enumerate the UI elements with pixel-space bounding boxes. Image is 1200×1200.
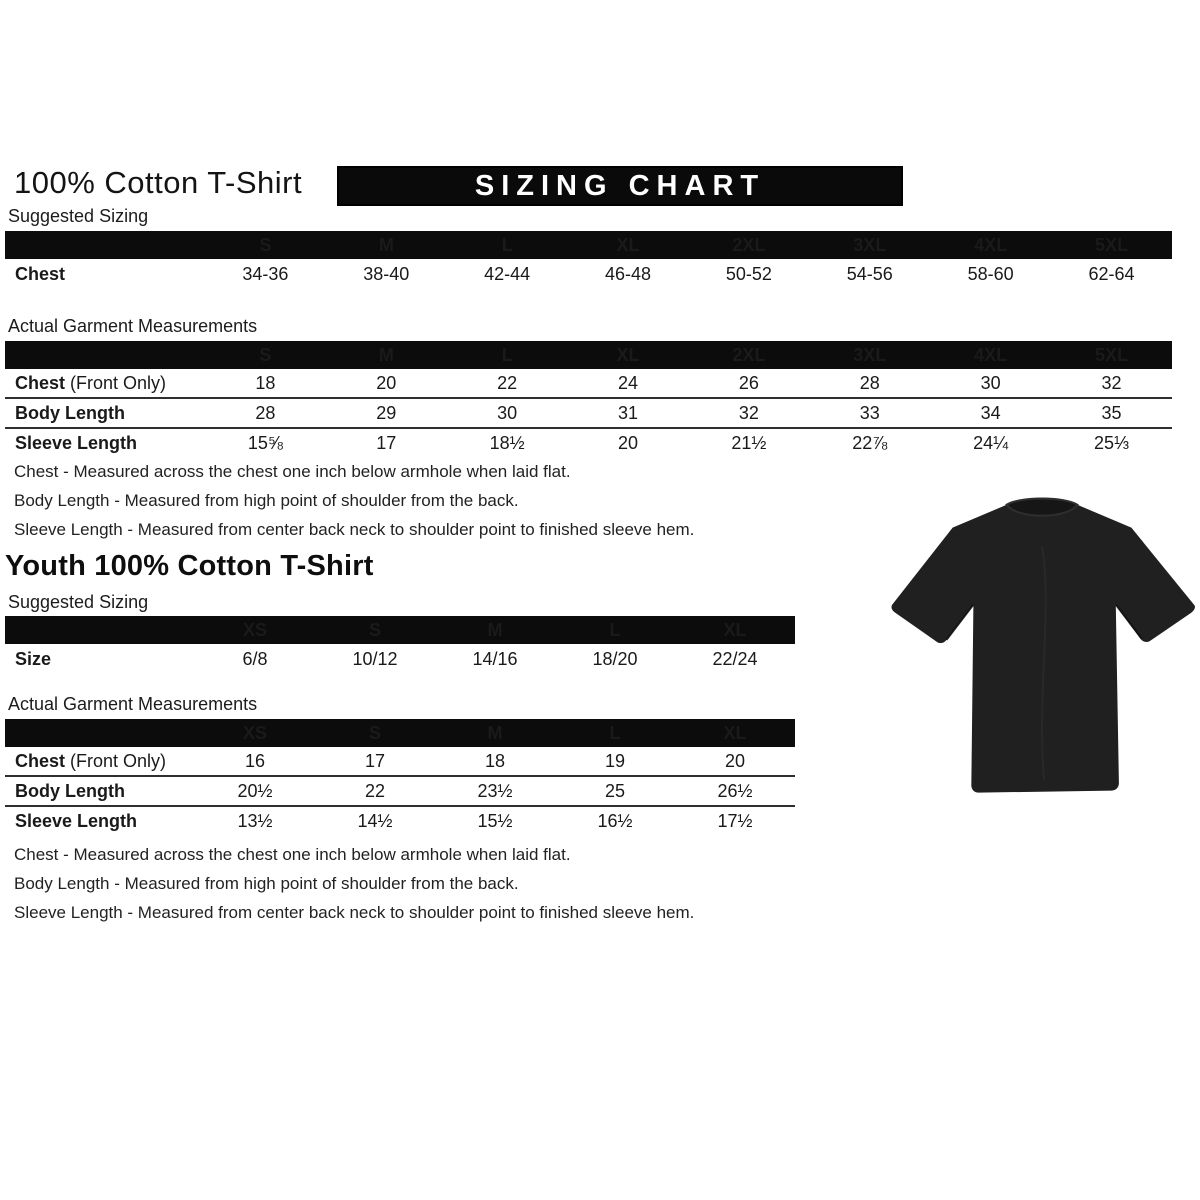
- note-line: Body Length - Measured from high point of shoulder from the back.: [14, 491, 519, 510]
- adult-measurement-notes: [14, 457, 694, 544]
- cell-value: 54-56: [846, 263, 893, 284]
- cell-value: 34: [980, 402, 1001, 423]
- cell-value: 21½: [731, 432, 767, 453]
- cell-value: 18½: [489, 432, 525, 453]
- cell-value: 28: [859, 372, 880, 393]
- table-header-row: [5, 616, 795, 644]
- column-header-4xl: 4XL: [974, 344, 1008, 365]
- column-header-xl: XL: [723, 722, 747, 743]
- note-line: Chest - Measured across the chest one inch below armhole when laid flat.: [14, 462, 571, 481]
- column-header-s: S: [368, 722, 381, 743]
- cell-value: 18: [255, 372, 276, 393]
- table-header-row: [5, 231, 1172, 259]
- column-header-s: S: [368, 619, 381, 640]
- column-header-m: M: [487, 722, 503, 743]
- column-header-l: L: [609, 619, 621, 640]
- row-label-text: Size: [15, 648, 52, 669]
- row-label: [5, 403, 205, 424]
- row-label: [5, 433, 205, 454]
- cell-value: 15½: [477, 810, 513, 831]
- row-label-text: Chest: [15, 750, 66, 771]
- table-row: [5, 429, 1172, 457]
- cell-value: 19: [604, 750, 626, 771]
- cell-value: 25⅓: [1094, 432, 1130, 453]
- cell-value: 17: [364, 750, 386, 771]
- column-header-l: L: [609, 722, 621, 743]
- cell-value: 32: [1101, 372, 1122, 393]
- column-header-m: M: [378, 234, 394, 255]
- youth-actual-measurements-label: Actual Garment Measurements: [8, 694, 258, 714]
- note-line: Body Length - Measured from high point of shoulder from the back.: [14, 874, 519, 893]
- column-header-3xl: 3XL: [853, 234, 887, 255]
- table-header-row: [5, 719, 795, 747]
- sizing-chart-banner-text: SIZING CHART: [474, 169, 766, 202]
- cell-value: 34-36: [242, 263, 289, 284]
- row-label: [5, 264, 205, 285]
- row-label-text: Chest: [15, 263, 66, 284]
- note-line: Sleeve Length - Measured from center back neck to shoulder point to finished sleeve hem.: [14, 520, 695, 539]
- column-header-xs: XS: [242, 619, 267, 640]
- column-header-5xl: 5XL: [1095, 344, 1129, 365]
- row-label: [5, 811, 195, 832]
- column-header-2xl: 2XL: [732, 344, 766, 365]
- tshirt-image: [886, 484, 1198, 802]
- cell-value: 28: [255, 402, 276, 423]
- row-label: [5, 373, 205, 394]
- cell-value: 38-40: [363, 263, 410, 284]
- table-header-row: [5, 341, 1172, 369]
- youth-actual-measurements-table: [5, 719, 795, 835]
- row-label: [5, 751, 195, 772]
- youth-suggested-sizing-table: [5, 616, 795, 674]
- cell-value: 58-60: [967, 263, 1014, 284]
- column-header-xl: XL: [616, 234, 640, 255]
- cell-value: 24: [618, 372, 639, 393]
- column-header-xl: XL: [723, 619, 747, 640]
- row-label-text: Body Length: [15, 780, 125, 801]
- cell-value: 42-44: [484, 263, 531, 284]
- cell-value: 20: [618, 432, 639, 453]
- cell-value: 26½: [717, 780, 753, 801]
- adult-suggested-sizing-table: [5, 231, 1172, 289]
- cell-value: 20½: [237, 780, 273, 801]
- page-title: 100% Cotton T-Shirt: [14, 165, 303, 200]
- cell-value: 13½: [237, 810, 273, 831]
- column-header-s: S: [259, 234, 272, 255]
- cell-value: 17½: [717, 810, 753, 831]
- row-label-text: Body Length: [15, 402, 125, 423]
- table-row: [5, 369, 1172, 399]
- cell-value: 35: [1101, 402, 1122, 423]
- cell-value: 23½: [477, 780, 513, 801]
- row-label-suffix: (Front Only): [65, 372, 167, 393]
- column-header-l: L: [501, 234, 513, 255]
- column-header-2xl: 2XL: [732, 234, 766, 255]
- sizing-chart-banner: [337, 166, 903, 206]
- column-header-xs: XS: [242, 722, 267, 743]
- cell-value: 29: [376, 402, 397, 423]
- adult-actual-measurements-label: Actual Garment Measurements: [8, 316, 258, 336]
- column-header-l: L: [501, 344, 513, 365]
- cell-value: 20: [724, 750, 746, 771]
- cell-value: 22: [497, 372, 518, 393]
- note-line: Chest - Measured across the chest one inch below armhole when laid flat.: [14, 845, 571, 864]
- cell-value: 22⅞: [852, 432, 888, 453]
- cell-value: 50-52: [725, 263, 772, 284]
- column-header-5xl: 5XL: [1095, 234, 1129, 255]
- column-header-3xl: 3XL: [853, 344, 887, 365]
- row-label: [5, 781, 195, 802]
- cell-value: 30: [497, 402, 518, 423]
- cell-value: 24¼: [973, 432, 1009, 453]
- black-tshirt-photo: [886, 484, 1198, 802]
- cell-value: 32: [738, 402, 759, 423]
- table-row: [5, 259, 1172, 289]
- row-label-text: Sleeve Length: [15, 810, 138, 831]
- cell-value: 62-64: [1088, 263, 1135, 284]
- cell-value: 31: [618, 402, 639, 423]
- cell-value: 25: [604, 780, 626, 801]
- cell-value: 16½: [597, 810, 633, 831]
- note-line: Sleeve Length - Measured from center back neck to shoulder point to finished sleeve hem.: [14, 903, 695, 922]
- table-row: [5, 644, 795, 674]
- cell-value: 16: [244, 750, 266, 771]
- cell-value: 22/24: [712, 648, 758, 669]
- cell-value: 15⅝: [247, 432, 283, 453]
- cell-value: 46-48: [605, 263, 652, 284]
- row-label: [5, 649, 195, 670]
- column-header-4xl: 4XL: [974, 234, 1008, 255]
- column-header-xl: XL: [616, 344, 640, 365]
- table-row: [5, 747, 795, 777]
- youth-measurement-notes: [14, 840, 694, 927]
- row-label-suffix: (Front Only): [65, 750, 167, 771]
- cell-value: 18: [484, 750, 506, 771]
- cell-value: 6/8: [242, 648, 268, 669]
- cell-value: 22: [364, 780, 386, 801]
- table-row: [5, 399, 1172, 429]
- table-row: [5, 777, 795, 807]
- cell-value: 18/20: [592, 648, 638, 669]
- row-label-text: Chest: [15, 372, 66, 393]
- youth-suggested-sizing-label: Suggested Sizing: [8, 592, 149, 612]
- adult-actual-measurements-table: [5, 341, 1172, 457]
- cell-value: 33: [859, 402, 880, 423]
- adult-suggested-sizing-label: Suggested Sizing: [8, 206, 149, 226]
- column-header-m: M: [378, 344, 394, 365]
- cell-value: 26: [738, 372, 759, 393]
- cell-value: 17: [376, 432, 397, 453]
- youth-section-title: Youth 100% Cotton T-Shirt: [5, 550, 374, 582]
- cell-value: 14/16: [472, 648, 518, 669]
- row-label-text: Sleeve Length: [15, 432, 138, 453]
- cell-value: 10/12: [352, 648, 398, 669]
- cell-value: 30: [980, 372, 1001, 393]
- cell-value: 20: [376, 372, 397, 393]
- cell-value: 14½: [357, 810, 393, 831]
- column-header-s: S: [259, 344, 272, 365]
- table-row: [5, 807, 795, 835]
- column-header-m: M: [487, 619, 503, 640]
